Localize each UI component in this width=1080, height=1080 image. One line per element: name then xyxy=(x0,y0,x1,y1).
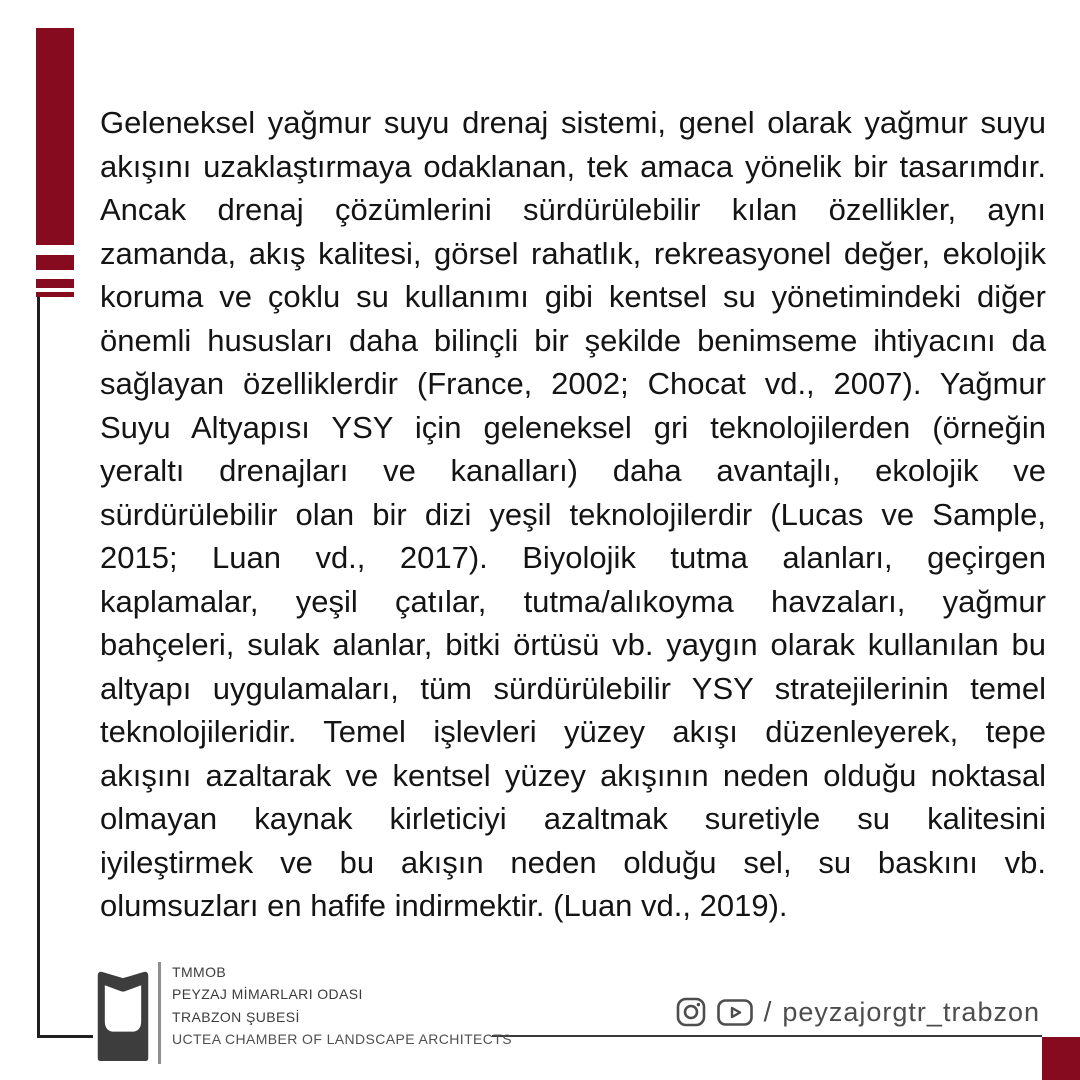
youtube-icon xyxy=(717,999,753,1026)
body-line: iyileştirmek ve bu akışın neden olduğu sel, su baskını vb. xyxy=(100,844,1046,880)
body-line: zamanda, akış kalitesi, görsel rahatlık, rekreasyonel değer, ekolojik xyxy=(100,235,1046,271)
org-name-line: UCTEA CHAMBER OF LANDSCAPE ARCHITECTS xyxy=(172,1031,512,1048)
accent-bar-medium xyxy=(36,255,74,270)
social-row xyxy=(676,994,1040,1030)
corner-accent-square xyxy=(1042,1037,1080,1080)
footer-line-left xyxy=(37,1035,93,1038)
body-line: altyapı uygulamaları, tüm sürdürülebilir YSY stratejilerinin temel xyxy=(100,670,1046,706)
body-line: akışını uzaklaştırmaya odaklanan, tek amaca yönelik bir tasarımdır. xyxy=(100,148,1046,184)
logo-divider xyxy=(158,962,161,1064)
body-line: olmayan kaynak kirleticiyi azaltmak suretiyle su kalitesini xyxy=(100,801,1046,836)
book-logo xyxy=(93,964,153,1063)
org-name-line: TRABZON ŞUBESİ xyxy=(172,1008,300,1025)
body-line: yeraltı drenajları ve kanalları) daha avantajlı, ekolojik ve xyxy=(100,453,1046,488)
body-line: bahçeleri, sulak alanlar, bitki örtüsü vb. yaygın olarak kullanılan bu xyxy=(100,627,1046,662)
body-line: Ancak drenaj çözümlerini sürdürülebilir kılan özellikler, aynı xyxy=(100,192,1046,227)
body-line: akışını azaltarak ve kentsel yüzey akışının neden olduğu noktasal xyxy=(100,757,1046,793)
instagram-icon xyxy=(676,997,706,1027)
body-line: 2015; Luan vd., 2017). Biyolojik tutma alanları, geçirgen xyxy=(100,540,1046,575)
body-line: kaplamalar, yeşil çatılar, tutma/alıkoyma havzaları, yağmur xyxy=(100,583,1046,619)
body-line: önemli hususları daha bilinçli bir şekilde benimseme ihtiyacını da xyxy=(100,322,1046,358)
body-line: olumsuzları en hafife indirmektir. (Luan vd., 2019). xyxy=(100,888,788,923)
body-line: Suyu Altyapısı YSY için geleneksel gri teknolojilerden (örneğin xyxy=(100,409,1046,445)
body-paragraph xyxy=(100,101,1046,928)
org-name-line: TMMOB xyxy=(172,964,227,980)
body-line: Geleneksel yağmur suyu drenaj sistemi, genel olarak yağmur suyu xyxy=(100,105,1046,140)
accent-bar-small xyxy=(36,279,74,288)
social-separator: / xyxy=(763,996,772,1027)
body-line: teknolojileridir. Temel işlevleri yüzey akışı düzenleyerek, tepe xyxy=(100,714,1046,749)
body-line: sağlayan özelliklerdir (France, 2002; Chocat vd., 2007). Yağmur xyxy=(100,366,1046,401)
body-line: koruma ve çoklu su kullanımı gibi kentsel su yönetimindeki diğer xyxy=(100,279,1046,314)
social-handle: peyzajorgtr_trabzon xyxy=(782,996,1040,1027)
accent-bar-tiny xyxy=(36,292,74,297)
org-name-block xyxy=(172,961,512,1051)
left-frame-line xyxy=(37,297,40,1038)
footer-line-right xyxy=(492,1035,1042,1037)
body-line: sürdürülebilir olan bir dizi yeşil teknolojilerdir (Lucas ve Sample, xyxy=(100,496,1046,532)
accent-bar-large xyxy=(36,28,74,245)
org-name-line: PEYZAJ MİMARLARI ODASI xyxy=(172,986,363,1003)
